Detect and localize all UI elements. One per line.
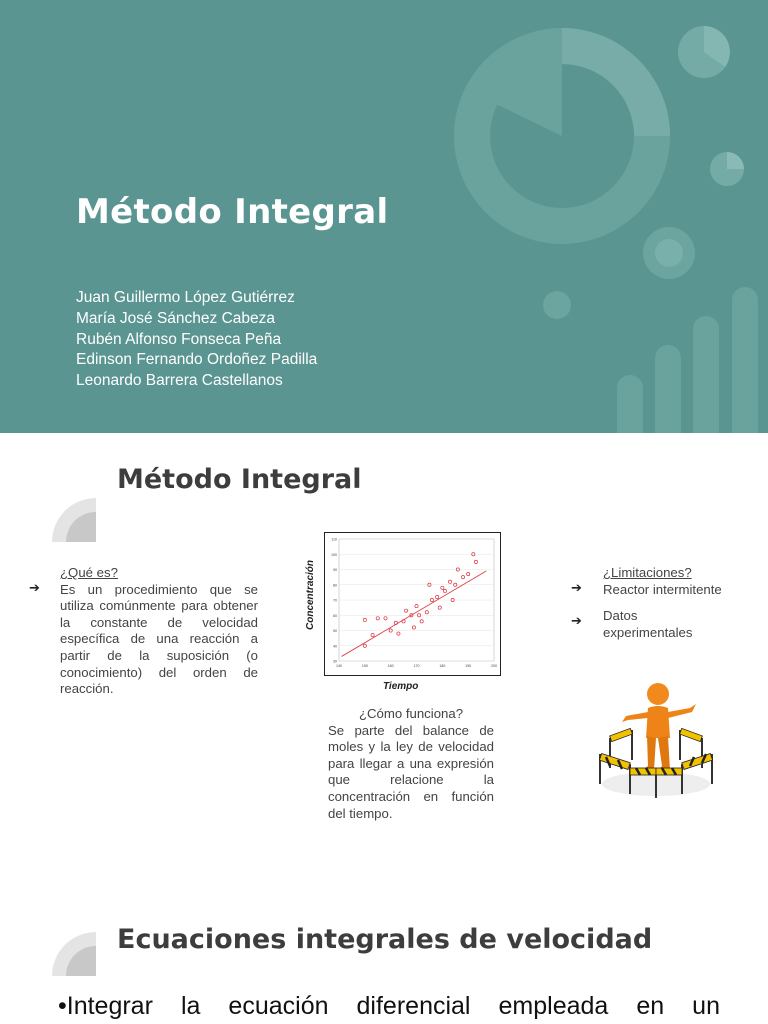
y-tick-label: 90 — [333, 568, 337, 572]
y-tick-label: 100 — [331, 552, 337, 557]
section-title: Método Integral — [117, 464, 362, 495]
y-tick-label: 80 — [333, 583, 337, 588]
section-decoration — [52, 498, 96, 542]
y-tick-label: 40 — [333, 644, 337, 649]
y-tick-label: 70 — [333, 598, 337, 603]
author-name: Rubén Alfonso Fonseca Peña — [76, 330, 282, 348]
author-name: María José Sánchez Cabeza — [76, 309, 276, 327]
x-tick-label: 150 — [361, 664, 368, 668]
slide-title: Método Integral — [76, 192, 389, 232]
bullet-text: •Integrar la ecuación diferencial empleada en un — [58, 992, 720, 1020]
x-tick-label: 170 — [413, 664, 420, 668]
author-name: Leonardo Barrera Castellanos — [76, 372, 283, 390]
section-decoration — [52, 932, 96, 976]
como-funciona-body: Se parte del balance de moles y la ley de velocidad para llegar a una expresión que relacione la concentración en función del tiempo. — [328, 722, 494, 821]
right-arrow-icon: ➔ — [29, 581, 40, 596]
que-es-heading: ¿Qué es? — [60, 565, 118, 580]
right-arrow-icon: ➔ — [571, 581, 582, 596]
chart-x-axis-label: Tiempo — [383, 681, 419, 692]
como-funciona-block — [328, 706, 494, 822]
svg-text:Concentración: Concentración — [305, 559, 316, 631]
x-tick-label: 190 — [465, 664, 472, 668]
stick-figure-barrier-illustration — [592, 680, 720, 800]
limitation-item: Datos experimentales — [603, 608, 693, 640]
right-arrow-icon: ➔ — [571, 614, 582, 629]
limitation-item: Reactor intermitente — [603, 581, 722, 597]
como-funciona-heading: ¿Cómo funciona? — [358, 706, 464, 721]
y-tick-label: 60 — [333, 613, 337, 618]
x-tick-label: 200 — [491, 664, 497, 668]
author-name: Juan Guillermo López Gutiérrez — [76, 289, 295, 306]
scatter-chart — [324, 532, 501, 676]
chart-y-axis-label — [301, 558, 317, 633]
y-tick-label: 50 — [333, 629, 337, 633]
x-tick-label: 160 — [387, 664, 394, 668]
x-tick-label: 140 — [336, 664, 342, 668]
que-es-block — [60, 565, 258, 698]
limitaciones-heading: ¿Limitaciones? — [603, 565, 692, 580]
section-title: Ecuaciones integrales de velocidad — [117, 924, 653, 955]
scatter-plot — [325, 533, 500, 675]
y-tick-label: 110 — [331, 537, 337, 542]
title-slide — [0, 0, 768, 433]
limitaciones-block — [603, 565, 753, 651]
x-tick-label: 180 — [439, 664, 446, 668]
author-list — [76, 288, 317, 392]
author-name: Edinson Fernando Ordoñez Padilla — [76, 351, 318, 369]
y-tick-label: 30 — [333, 659, 337, 664]
que-es-body: Es un procedimiento que se utiliza comúnmente para obtener la constante de velocidad específica de una reacción a partir de la suposición (o conocimiento) del orden de reacción. — [60, 581, 258, 697]
